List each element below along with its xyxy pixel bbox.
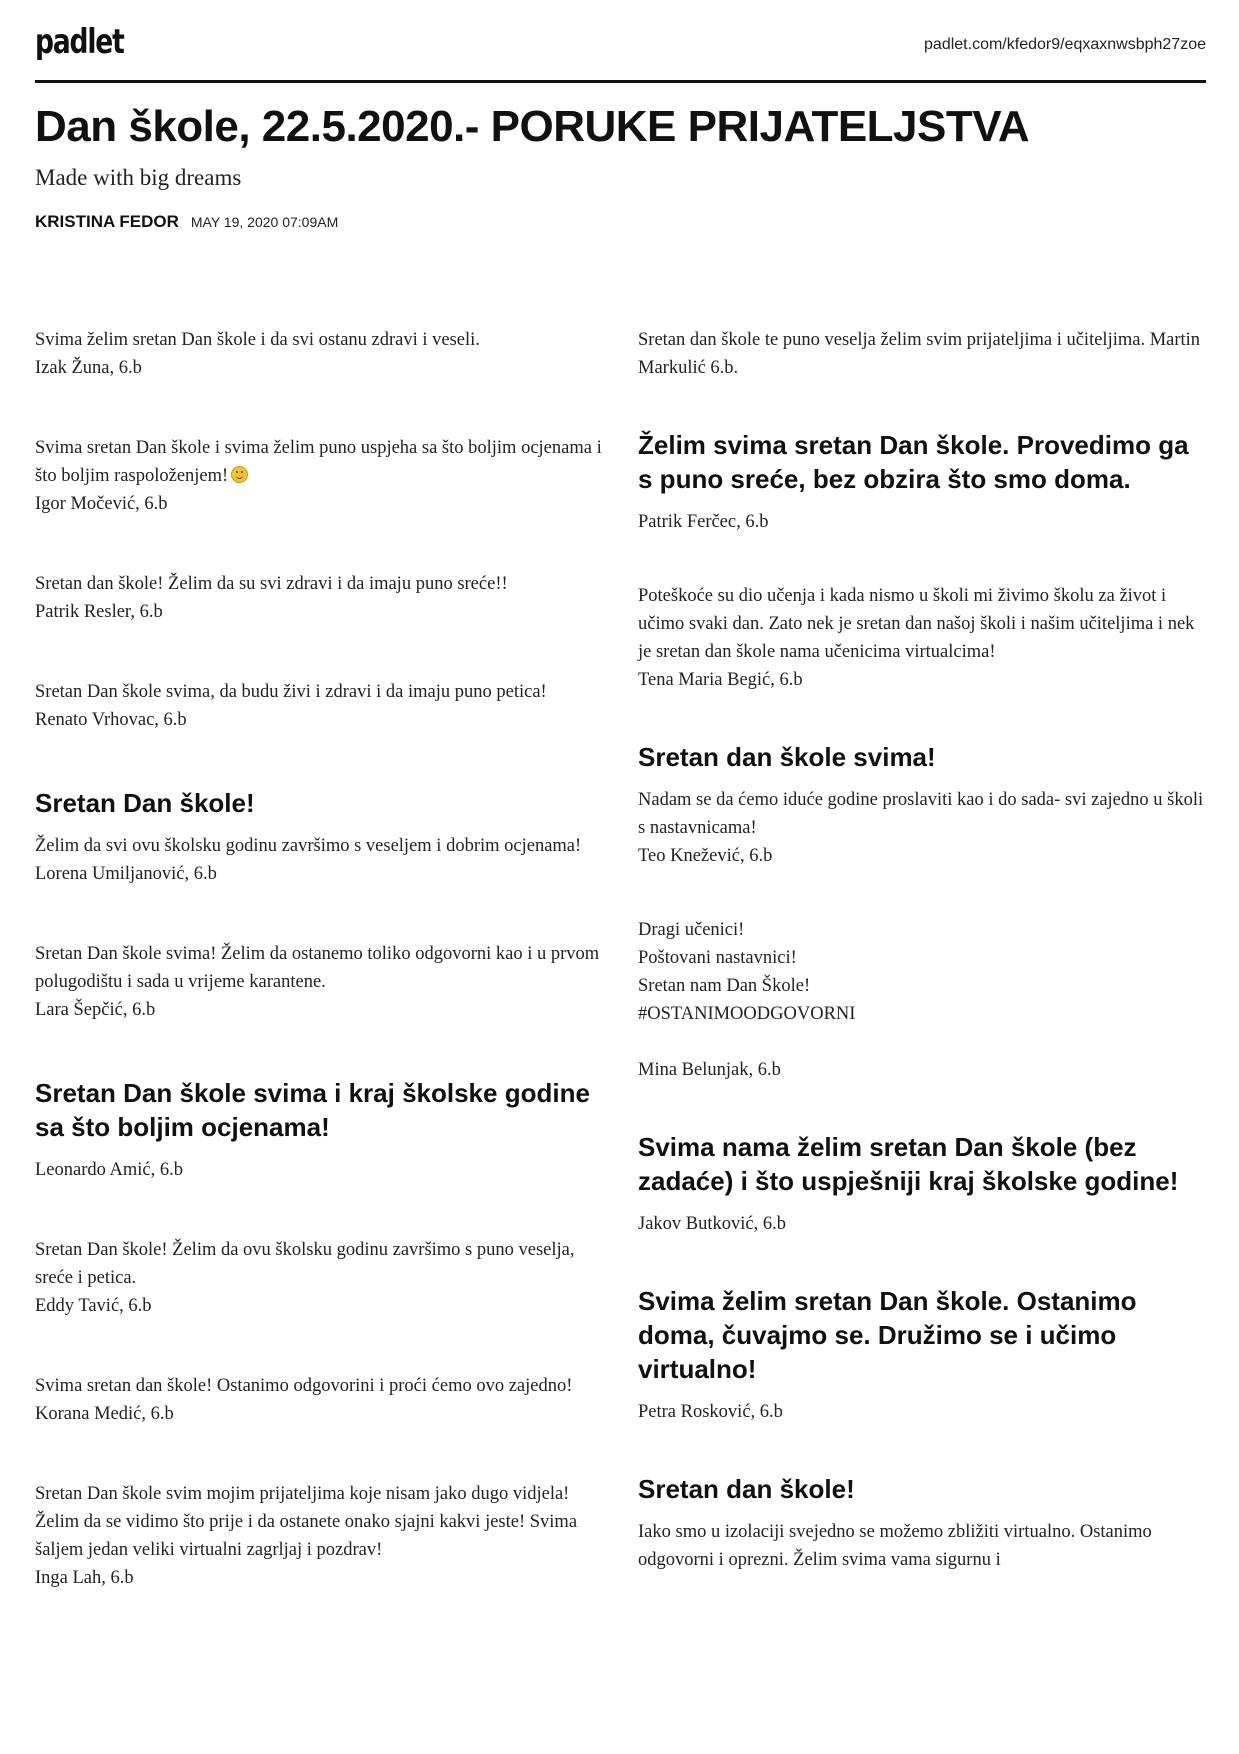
post-title: Svima želim sretan Dan škole. Ostanimo doma, čuvajmo se. Družimo se i učimo virtualno! [638, 1286, 1137, 1384]
post[interactable] [35, 1236, 605, 1320]
post[interactable] [638, 1284, 1208, 1426]
board-meta [35, 212, 338, 232]
post-body: Nadam se da ćemo iduće godine proslaviti kao i do sada- svi zajedno u školi s nastavnicama! Teo Knežević, 6.b [638, 790, 1204, 866]
post[interactable] [35, 570, 605, 626]
post[interactable] [35, 1480, 605, 1592]
post[interactable] [638, 428, 1208, 536]
post[interactable] [35, 940, 605, 1024]
board-title: Dan škole, 22.5.2020.- PORUKE PRIJATELJSTVA [35, 102, 1030, 151]
post-body: Dragi učenici! Poštovani nastavnici! Sretan nam Dan Škole! #OSTANIMOODGOVORNI Mina Belunjak, 6.b [638, 920, 856, 1080]
post-body: Sretan Dan škole! Želim da ovu školsku godinu završimo s puno veselja, sreće i petica. Eddy Tavić, 6.b [35, 1240, 575, 1316]
post-title: Sretan dan škole! [638, 1474, 855, 1504]
post-body: Želim da svi ovu školsku godinu završimo s veseljem i dobrim ocjenama! Lorena Umiljanović, 6.b [35, 836, 582, 884]
post[interactable] [35, 434, 605, 518]
board-author: KRISTINA FEDOR [35, 212, 179, 231]
post-body: Svima želim sretan Dan škole i da svi ostanu zdravi i veseli. Izak Žuna, 6.b [35, 330, 480, 378]
post-body: Patrik Ferčec, 6.b [638, 512, 769, 532]
post-title: Sretan Dan škole svima i kraj školske godine sa što boljim ocjenama! [35, 1078, 590, 1142]
post-body: Sretan dan škole te puno veselja želim svim prijateljima i učiteljima. Martin Markulić 6.b. [638, 330, 1201, 378]
post-body: Sretan Dan škole svim mojim prijateljima koje nisam jako dugo vidjela! Želim da se vidimo što prije i da ostanete onako sjajni kakvi jeste! Svima šaljem jedan veliki virtualni zagrljaj i pozdrav! Inga Lah, 6.b [35, 1484, 578, 1588]
post[interactable] [35, 1076, 605, 1184]
board-date: MAY 19, 2020 07:09AM [190, 214, 339, 230]
post[interactable] [638, 740, 1208, 870]
post-body: Jakov Butković, 6.b [638, 1214, 786, 1234]
post-body: Sretan Dan škole svima, da budu živi i zdravi i da imaju puno petica! Renato Vrhovac, 6.b [35, 682, 547, 730]
post-body [35, 434, 605, 518]
right-post-column [638, 326, 1208, 1620]
post-body: Petra Rosković, 6.b [638, 1402, 783, 1422]
post[interactable] [638, 326, 1208, 382]
post[interactable] [638, 582, 1208, 694]
board-subtitle: Made with big dreams [35, 165, 242, 190]
post[interactable] [35, 1372, 605, 1428]
post-author: Igor Močević, 6.b [35, 494, 168, 514]
post[interactable] [35, 326, 605, 382]
post-body: Poteškoće su dio učenja i kada nismo u školi mi živimo školu za život i učimo svaki dan. Zato nek je sretan dan našoj školi i našim učiteljima i nek je sretan dan škole nama učenicima virtualcima! Tena Maria Begić, 6.b [638, 586, 1195, 690]
post-title: Sretan dan škole svima! [638, 742, 936, 772]
smiley-emoji-icon [231, 466, 248, 483]
post-body: Iako smo u izolaciji svejedno se možemo zbližiti virtualno. Ostanimo odgovorni i oprezni. Želim svima vama sigurnu i [638, 1522, 1152, 1570]
post-body: Svima sretan dan škole! Ostanimo odgovorini i proći ćemo ovo zajedno! Korana Medić, 6.b [35, 1376, 573, 1424]
post[interactable] [35, 786, 605, 888]
padlet-logo[interactable]: padlet [35, 22, 124, 62]
post[interactable] [638, 1472, 1208, 1574]
post-title: Svima nama želim sretan Dan škole (bez zadaće) i što uspješniji kraj školske godine! [638, 1132, 1179, 1196]
post[interactable] [35, 678, 605, 734]
left-post-column [35, 326, 605, 1644]
post-body-text: Svima sretan Dan škole i svima želim puno uspjeha sa što boljim ocjenama i što boljim raspoloženjem! [35, 438, 602, 486]
post-body: Sretan dan škole! Želim da su svi zdravi i da imaju puno sreće!! Patrik Resler, 6.b [35, 574, 508, 622]
post[interactable] [638, 1130, 1208, 1238]
post[interactable] [638, 916, 1208, 1084]
post-title: Želim svima sretan Dan škole. Provedimo ga s puno sreće, bez obzira što smo doma. [638, 430, 1189, 494]
post-title: Sretan Dan škole! [35, 788, 255, 818]
board-url[interactable]: padlet.com/kfedor9/eqxaxnwsbph27zoe [924, 36, 1206, 53]
post-body: Leonardo Amić, 6.b [35, 1160, 183, 1180]
page-header [35, 18, 1206, 83]
post-body: Sretan Dan škole svima! Želim da ostanemo toliko odgovorni kao i u prvom polugodištu i sada u vrijeme karantene. Lara Šepčić, 6.b [35, 944, 600, 1020]
